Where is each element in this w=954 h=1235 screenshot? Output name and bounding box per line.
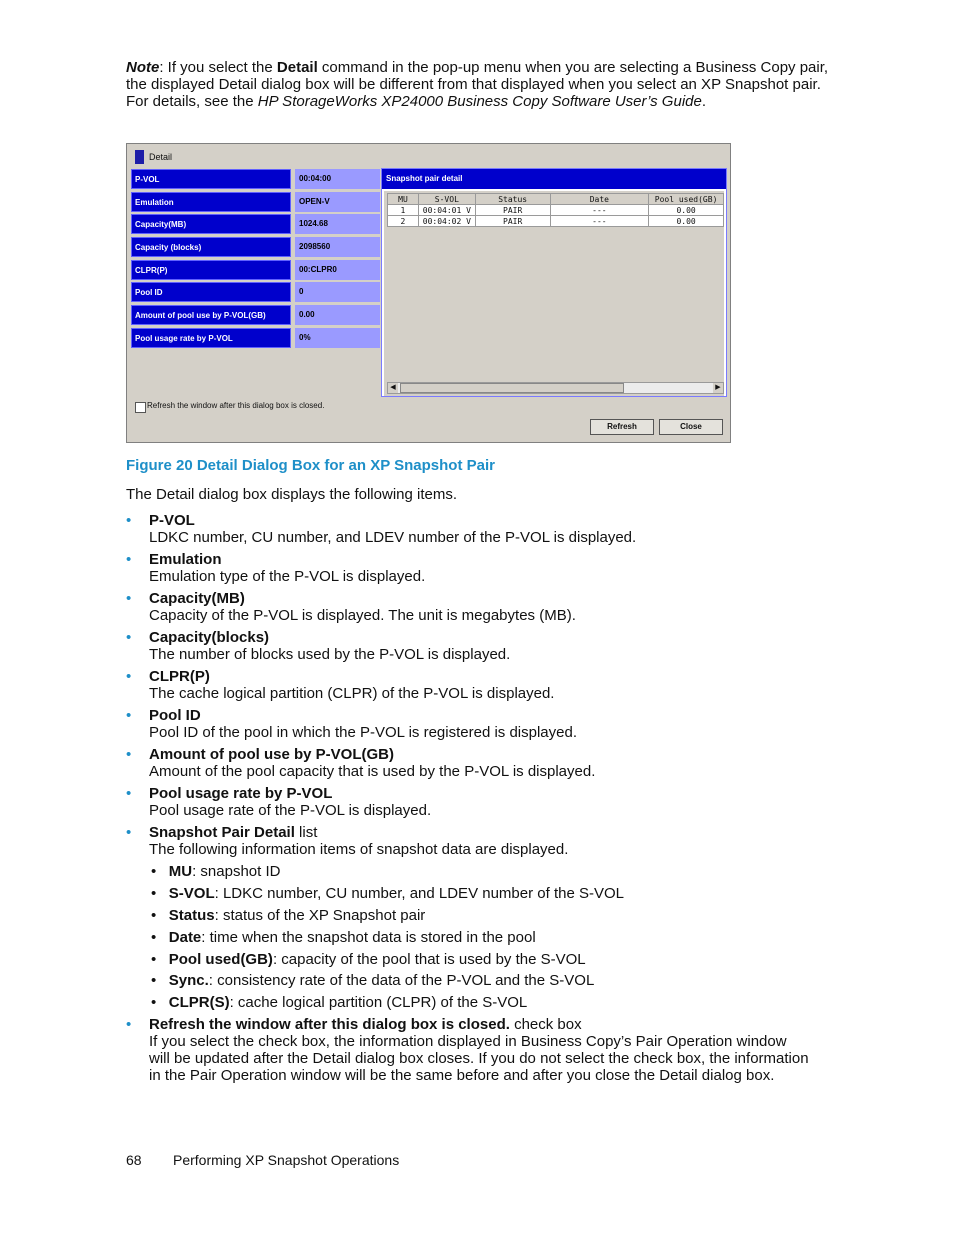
scroll-left-icon[interactable]: ◀ (388, 383, 398, 393)
bullet-icon: • (126, 590, 132, 607)
bullet-icon: • (126, 1016, 132, 1033)
table-row[interactable]: 1 00:04:01 V PAIR --- 0.00 (388, 205, 724, 216)
snapshot-list[interactable] (384, 191, 724, 396)
intro-text: The Detail dialog box displays the following items. (126, 486, 458, 503)
refresh-button[interactable]: Refresh (590, 419, 654, 435)
refresh-checkbox-label: Refresh the window after this dialog box is closed. (147, 401, 325, 410)
sub-list-item: • Pool used(GB): capacity of the pool that is used by the S-VOL (151, 951, 586, 968)
snapshot-table (387, 193, 724, 227)
col-svol[interactable]: S-VOL (418, 194, 475, 205)
detail-dialog: Detail P-VOL 00:04:00 Emulation OPEN-V Capacity(MB) 1024.68 Capacity (blocks) 2098560 CLPR(P) 00:CLPR0 Pool ID 0 Amount of pool use by P-VOL(GB) 0.00 Pool usage rate by P-VOL 0% Snapshot pair detail MU S-VOL Status Date Pool used(GB) 1 00:04:01 V PAIR --- 0.00 2 00:04:02 V PAIR --- 0.00 ◀ ▶ Refresh the window after this dialog box is closed. Refresh Close (126, 143, 731, 443)
guide-title: HP StorageWorks XP24000 Business Copy Software User’s Guide (257, 93, 702, 110)
sub-list-item: • Status: status of the XP Snapshot pair (151, 907, 426, 924)
snapshot-panel-title: Snapshot pair detail (382, 169, 726, 189)
horizontal-scrollbar[interactable] (387, 382, 724, 394)
sub-list-item: • Sync.: consistency rate of the data of the P-VOL and the S-VOL (151, 972, 595, 989)
dialog-title: Detail (149, 152, 173, 162)
dialog-title-icon (135, 150, 144, 164)
scroll-right-icon[interactable]: ▶ (713, 383, 723, 393)
sub-list-item: • S-VOL: LDKC number, CU number, and LDEV number of the S-VOL (151, 885, 624, 902)
bullet-icon: • (126, 785, 132, 802)
refresh-checkbox[interactable] (135, 402, 146, 413)
col-status[interactable]: Status (475, 194, 550, 205)
bullet-icon: • (126, 746, 132, 763)
col-mu[interactable]: MU (388, 194, 419, 205)
bullet-icon: • (126, 668, 132, 685)
snapshot-pair-detail-panel (381, 168, 727, 397)
sub-list-item: • CLPR(S): cache logical partition (CLPR) of the S-VOL (151, 994, 528, 1011)
col-pool-used[interactable]: Pool used(GB) (649, 194, 724, 205)
sub-list-item: • MU: snapshot ID (151, 863, 281, 880)
figure-caption: Figure 20 Detail Dialog Box for an XP Snapshot Pair (126, 457, 495, 474)
scroll-thumb[interactable] (400, 383, 624, 393)
sub-list-item: • Date: time when the snapshot data is stored in the pool (151, 929, 536, 946)
note-label: Note (126, 59, 160, 76)
col-date[interactable]: Date (550, 194, 649, 205)
bullet-icon: • (126, 707, 132, 724)
page-number: 68 (126, 1152, 142, 1168)
refresh-item-desc: If you select the check box, the information displayed in Business Copy’s Pair Operation window will be updated after the Detail dialog box closes. If you do not select the check box, the information in the Pair Operation window will be the same before and after you close the Detail dialog box. (149, 1033, 809, 1084)
bullet-icon: • (126, 824, 132, 841)
table-row[interactable]: 2 00:04:02 V PAIR --- 0.00 (388, 216, 724, 227)
bullet-icon: • (126, 551, 132, 568)
bullet-icon: • (126, 629, 132, 646)
page-footer-title: Performing XP Snapshot Operations (173, 1152, 400, 1168)
close-button[interactable]: Close (659, 419, 723, 435)
bullet-icon: • (126, 512, 132, 529)
note-paragraph: Note: If you select the Detail command in the pop-up menu when you are selecting a Business Copy pair, the displayed Detail dialog box will be different from that displayed when you select an XP Snapshot pair. For details, see the HP StorageWorks XP24000 Business Copy Software User’s Guide. (126, 59, 829, 110)
